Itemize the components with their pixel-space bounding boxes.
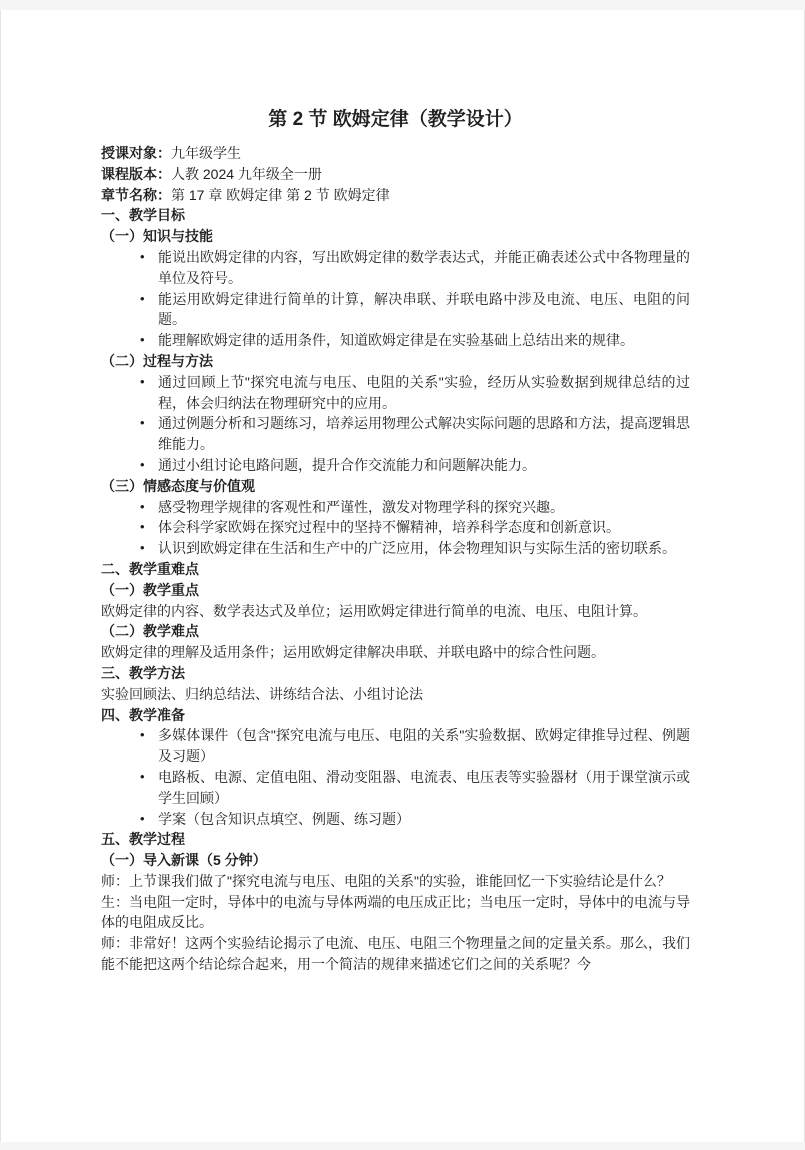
document-title: 第 2 节 欧姆定律（教学设计） [268, 109, 523, 130]
bullet-item [140, 725, 690, 767]
bullet-list [101, 497, 690, 559]
bullet-icon: • [140, 768, 145, 784]
paragraph: 欧姆定律的理解及适用条件；运用欧姆定律解决串联、并联电路中的综合性问题。 [101, 644, 605, 661]
paragraph: 师：上节课我们做了"探究电流与电压、电阻的关系"的实验，谁能回忆一下实验结论是什么？ [101, 872, 671, 889]
bullet-icon: • [140, 415, 145, 431]
section-heading: 一、教学目标 [101, 207, 185, 224]
bullet-icon: • [140, 498, 145, 514]
subsection-heading: （三）情感态度与价值观 [101, 477, 255, 494]
bullet-text: 认识到欧姆定律在生活和生产中的广泛应用，体会物理知识与实际生活的密切联系。 [158, 540, 676, 557]
document-page [0, 10, 805, 1142]
section-heading: 二、教学重难点 [101, 560, 199, 577]
bullet-text: 通过例题分析和习题练习，培养运用物理公式解决实际问题的思路和方法，提高逻辑思维能力。 [158, 415, 690, 453]
paragraph: 生：当电阻一定时，导体中的电流与导体两端的电压成正比；当电压一定时，导体中的电流与导体的电阻成反比。 [101, 893, 690, 931]
bullet-icon: • [140, 373, 145, 389]
bullet-item [140, 767, 690, 809]
bullet-text: 体会科学家欧姆在探究过程中的坚持不懈精神，培养科学态度和创新意识。 [158, 519, 620, 536]
bullet-text: 电路板、电源、定值电阻、滑动变阻器、电流表、电压表等实验器材（用于课堂演示或学生回顾） [158, 768, 690, 806]
subsection-heading: （一）教学重点 [101, 581, 199, 598]
subsection-heading: （一）导入新课（5 分钟） [101, 852, 267, 869]
meta-line [101, 143, 690, 164]
meta-value: 第 17 章 欧姆定律 第 2 节 欧姆定律 [171, 186, 390, 203]
subsection-heading: （二）教学难点 [101, 623, 199, 640]
bullet-list [101, 725, 690, 829]
meta-line [101, 164, 690, 185]
bullet-item [140, 809, 690, 830]
bullet-icon: • [140, 519, 145, 535]
bullet-list [101, 247, 690, 351]
bullet-text: 通过小组讨论电路问题，提升合作交流能力和问题解决能力。 [158, 456, 536, 473]
bullet-item [140, 497, 690, 518]
section-heading: 三、教学方法 [101, 664, 185, 681]
meta-label: 章节名称： [101, 186, 171, 203]
subsection-heading: （一）知识与技能 [101, 228, 213, 245]
bullet-text: 能说出欧姆定律的内容，写出欧姆定律的数学表达式，并能正确表述公式中各物理量的单位及符号。 [158, 248, 690, 286]
bullet-item [140, 413, 690, 455]
bullet-text: 能理解欧姆定律的适用条件，知道欧姆定律是在实验基础上总结出来的规律。 [158, 332, 634, 349]
section-heading: 四、教学准备 [101, 706, 185, 723]
bullet-icon: • [140, 290, 145, 306]
meta-label: 课程版本： [101, 165, 171, 182]
bullet-icon: • [140, 540, 145, 556]
bullet-item [140, 330, 690, 351]
paragraph: 欧姆定律的内容、数学表达式及单位；运用欧姆定律进行简单的电流、电压、电阻计算。 [101, 602, 647, 619]
bullet-item [140, 247, 690, 289]
bullet-icon: • [140, 456, 145, 472]
bullet-text: 学案（包含知识点填空、例题、练习题） [158, 810, 410, 827]
meta-line [101, 185, 690, 206]
bullet-item [140, 538, 690, 559]
bullet-item [140, 517, 690, 538]
bullet-text: 感受物理学规律的客观性和严谨性，激发对物理学科的探究兴趣。 [158, 498, 564, 515]
bullet-item [140, 372, 690, 414]
bullet-icon: • [140, 248, 145, 264]
bullet-item [140, 289, 690, 331]
paragraph: 实验回顾法、归纳总结法、讲练结合法、小组讨论法 [101, 685, 423, 702]
bullet-text: 通过回顾上节"探究电流与电压、电阻的关系"实验，经历从实验数据到规律总结的过程，体会归纳法在物理研究中的应用。 [158, 373, 690, 411]
paragraph: 师：非常好！这两个实验结论揭示了电流、电压、电阻三个物理量之间的定量关系。那么，我们能不能把这两个结论综合起来，用一个简洁的规律来描述它们之间的关系呢？今 [101, 935, 690, 973]
subsection-heading: （二）过程与方法 [101, 352, 213, 369]
meta-label: 授课对象： [101, 145, 171, 161]
bullet-icon: • [140, 332, 145, 348]
bullet-icon: • [140, 727, 145, 743]
meta-value: 人教 2024 九年级全一册 [171, 165, 322, 182]
section-heading: 五、教学过程 [101, 831, 185, 848]
bullet-text: 多媒体课件（包含"探究电流与电压、电阻的关系"实验数据、欧姆定律推导过程、例题及习题） [158, 727, 690, 765]
bullet-item [140, 455, 690, 476]
document-body [101, 143, 690, 975]
meta-value: 九年级学生 [171, 145, 241, 161]
bullet-text: 能运用欧姆定律进行简单的计算，解决串联、并联电路中涉及电流、电压、电阻的问题。 [158, 290, 690, 328]
bullet-list [101, 372, 690, 476]
bullet-icon: • [140, 810, 145, 826]
